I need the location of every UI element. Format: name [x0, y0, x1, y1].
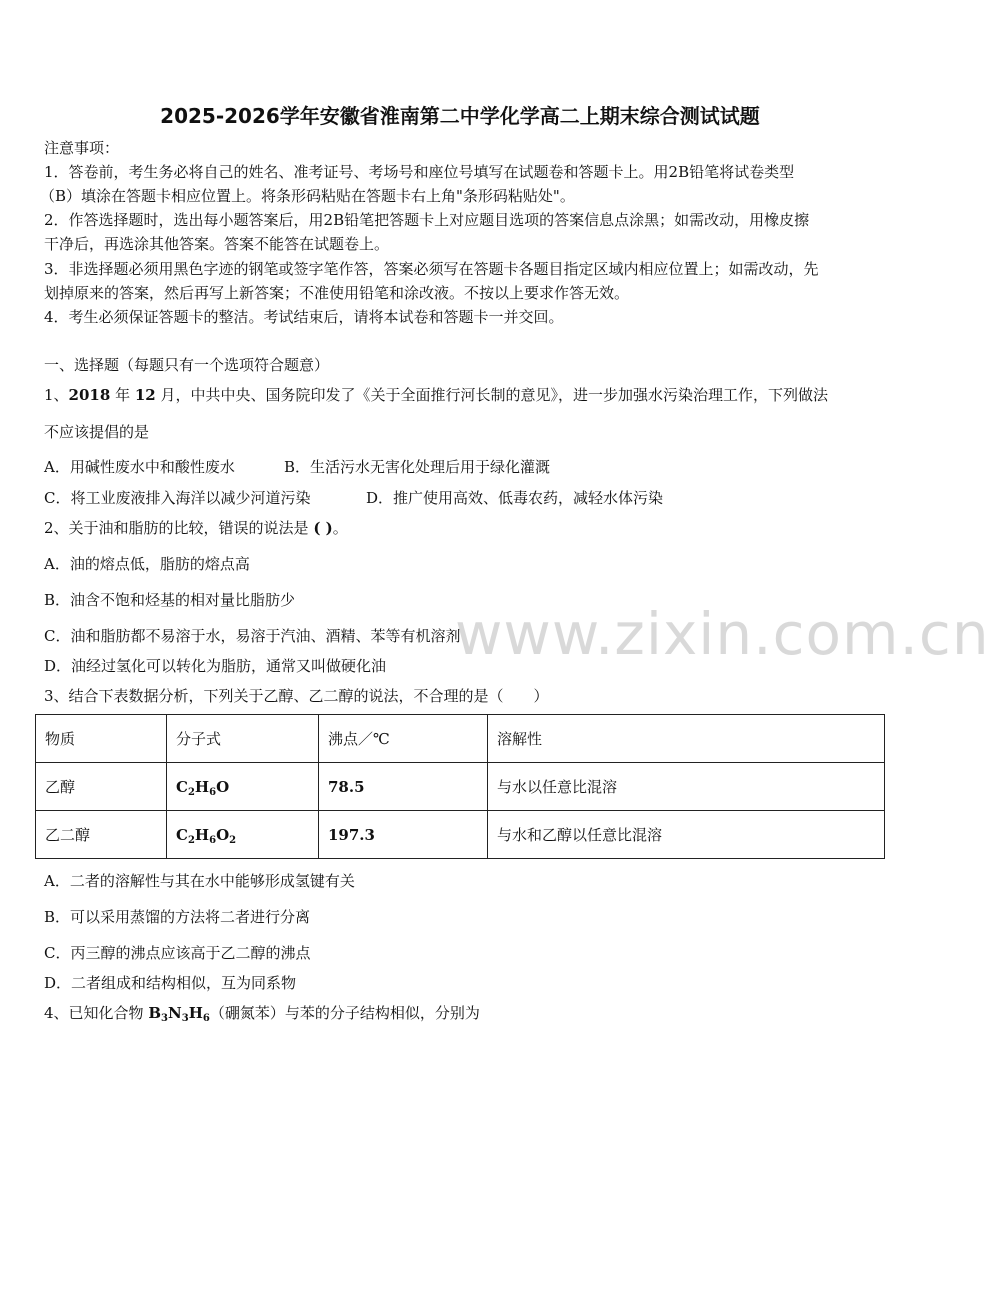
notice-heading: 注意事项：	[44, 139, 120, 157]
question-4-stem	[44, 1003, 480, 1023]
option-b: B．油含不饱和烃基的相对量比脂肪少	[44, 591, 296, 609]
option-d: D．二者组成和结构相似，互为同系物	[44, 974, 297, 992]
month-value: 12	[134, 386, 156, 404]
section-heading: 一、选择题（每题只有一个选项符合题意）	[44, 356, 330, 374]
notice-line: 2．作答选择题时，选出每小题答案后，用2B铅笔把答题卡上对应题目选项的答案信息点涂黑；如需改动，用橡皮擦	[44, 211, 810, 229]
header-cell: 沸点／℃	[319, 715, 488, 763]
stem-text: 结合下表数据分析，下列关于乙醇、乙二醇的说法，不合理的是（ ）	[68, 687, 549, 705]
page-title: 2025-2026学年安徽省淮南第二中学化学高二上期末综合测试试题	[160, 104, 760, 128]
year-value: 2018	[68, 386, 111, 404]
stem-text: （硼氮苯）与苯的分子结构相似，分别为	[209, 1004, 480, 1022]
option-d: D．油经过氢化可以转化为脂肪，通常又叫做硬化油	[44, 657, 387, 675]
option-d: D．推广使用高效、低毒农药，减轻水体污染	[366, 489, 664, 507]
answer-paren: ( )	[313, 519, 333, 537]
stem-end: 。	[332, 519, 348, 537]
table-cell: 197.3	[319, 811, 488, 859]
formula-cell: $C_2H_6O$	[167, 763, 319, 811]
table-cell: 78.5	[319, 763, 488, 811]
compound-formula: $B_3N_3H_6$	[148, 1004, 210, 1024]
header-cell: 物质	[36, 715, 167, 763]
stem-text: 月，中共中央、国务院印发了《关于全面推行河长制的意见》，进一步加强水污染治理工作，下列做法	[160, 386, 829, 404]
table-row	[36, 763, 885, 811]
table-cell: 与水和乙醇以任意比混溶	[488, 811, 885, 859]
notice-line: 4．考生必须保证答题卡的整洁。考试结束后，请将本试卷和答题卡一并交回。	[44, 308, 564, 326]
option-b: B．生活污水无害化处理后用于绿化灌溉	[284, 458, 551, 476]
stem-text: 年	[115, 386, 131, 404]
notice-line: 1．答卷前，考生务必将自己的姓名、准考证号、考场号和座位号填写在试题卷和答题卡上。用2B铅笔将试卷类型	[44, 163, 795, 181]
question-1-stem	[44, 385, 828, 405]
notice-line: 干净后，再选涂其他答案。答案不能答在试题卷上。	[44, 235, 390, 253]
formula-cell: $C_2H_6O_2$	[167, 811, 319, 859]
notice-line: 3．非选择题必须用黑色字迹的钢笔或签字笔作答，答案必须写在答题卡各题目指定区域内相应位置上；如需改动，先	[44, 260, 819, 278]
option-b: B．可以采用蒸馏的方法将二者进行分离	[44, 908, 311, 926]
question-number: 2、	[44, 519, 69, 537]
table-cell: 与水以任意比混溶	[488, 763, 885, 811]
option-a: A．二者的溶解性与其在水中能够形成氢键有关	[44, 872, 355, 890]
table-cell: 乙醇	[36, 763, 167, 811]
notice-line: （B）填涂在答题卡相应位置上。将条形码粘贴在答题卡右上角"条形码粘贴处"。	[40, 187, 575, 205]
option-a: A．用碱性废水中和酸性废水	[44, 458, 235, 476]
question-3-stem	[44, 686, 549, 706]
table-row	[36, 811, 885, 859]
stem-text: 关于油和脂肪的比较，错误的说法是	[68, 519, 309, 537]
question-number: 1、	[44, 386, 69, 404]
option-c: C．丙三醇的沸点应该高于乙二醇的沸点	[44, 944, 311, 962]
option-c: C．油和脂肪都不易溶于水，易溶于汽油、酒精、苯等有机溶剂	[44, 627, 461, 645]
header-cell: 分子式	[167, 715, 319, 763]
header-cell: 溶解性	[488, 715, 885, 763]
option-a: A．油的熔点低，脂肪的熔点高	[44, 555, 250, 573]
watermark: www.zixin.com.cn	[455, 600, 990, 668]
question-2-stem	[44, 518, 348, 538]
question-1-stem-cont: 不应该提倡的是	[44, 423, 150, 441]
question-number: 4、	[44, 1004, 69, 1022]
table-header-row	[36, 715, 885, 763]
stem-text: 已知化合物	[68, 1004, 144, 1022]
notice-line: 划掉原来的答案，然后再写上新答案；不准使用铅笔和涂改液。不按以上要求作答无效。	[44, 284, 630, 302]
data-table	[35, 714, 885, 859]
question-number: 3、	[44, 687, 69, 705]
option-c: C．将工业废液排入海洋以减少河道污染	[44, 489, 311, 507]
table-cell: 乙二醇	[36, 811, 167, 859]
